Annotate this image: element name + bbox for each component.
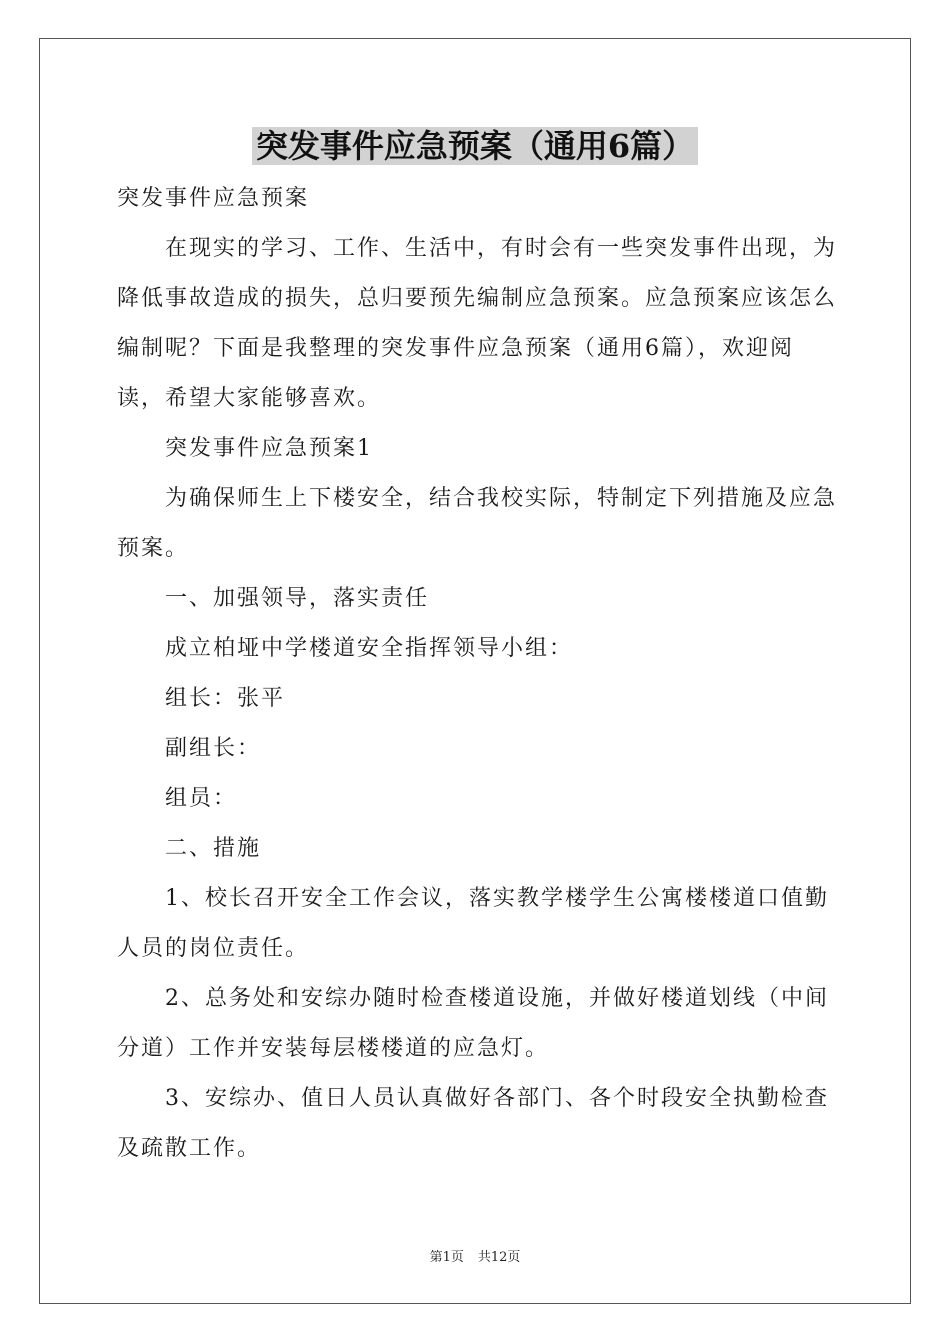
list-heading: 二、措施: [165, 836, 262, 861]
body-paragraph: 成立柏垭中学楼道安全指挥领导小组：: [165, 636, 574, 661]
body-paragraph: 组长：张平: [165, 686, 286, 711]
intro-paragraph: 在现实的学习、工作、生活中，有时会有一些突发事件出现，为降低事故造成的损失，总归要预先编制应急预案。应急预案应该怎么编制呢？下面是我整理的突发事件应急预案（通用6篇），欢迎阅读，希望大家能够喜欢。: [117, 236, 838, 411]
body-paragraph: 副组长：: [165, 736, 262, 761]
page-total: 共12页: [477, 1250, 521, 1265]
body-paragraph: 组员：: [165, 786, 238, 811]
section-heading: 突发事件应急预案1: [165, 436, 373, 461]
list-item: 2、总务处和安综办随时检查楼道设施，并做好楼道划线（中间分道）工作并安装每层楼楼道的应急灯。: [117, 986, 829, 1061]
body-paragraph: 为确保师生上下楼安全，结合我校实际，特制定下列措施及应急预案。: [117, 486, 838, 561]
page-footer: [0, 1246, 950, 1265]
document-title-text: 突发事件应急预案（通用6篇）: [252, 127, 698, 165]
list-heading: 一、加强领导，落实责任: [165, 586, 430, 611]
list-item: 1、校长召开安全工作会议，落实教学楼学生公寓楼楼道口值勤人员的岗位责任。: [117, 886, 829, 961]
document-title: [0, 124, 950, 168]
list-item: 3、安综办、值日人员认真做好各部门、各个时段安全执勤检查及疏散工作。: [117, 1086, 829, 1161]
page-number: 第1页: [429, 1250, 464, 1265]
subtitle-paragraph: 突发事件应急预案: [117, 186, 310, 211]
document-body: [117, 174, 837, 1174]
